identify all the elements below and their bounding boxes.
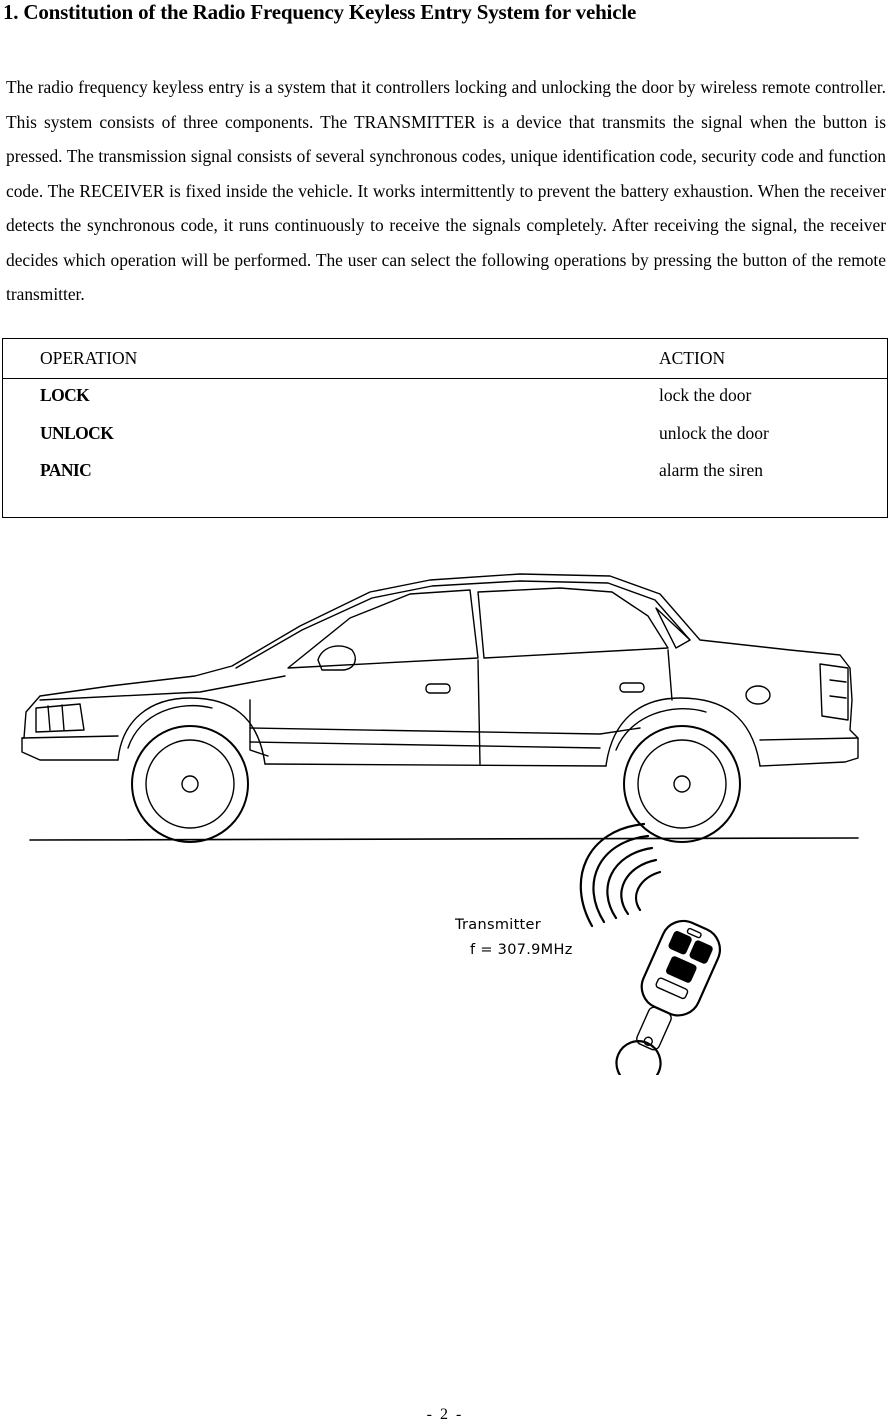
- body-paragraph: The radio frequency keyless entry is a system that it controllers locking and unlocking the door by wireless remote controller. This system consists of three components. The TRANSMITTER is a device that transmits the signal when the button is pressed. The transmission signal consists of several synchronous codes, unique identification code, security code and function code. The RECEIVER is fixed inside the vehicle. It works intermittently to prevent the battery exhaustion. When the receiver detects the synchronous code, it runs continuously to receive the signals completely. After receiving the signal, the receiver decides which operation will be performed. The user can select the following operations by pressing the button of the remote transmitter.: [6, 77, 886, 304]
- remote-transmitter-icon: [602, 914, 727, 1075]
- table-row: [3, 423, 887, 453]
- table-header-row: [3, 339, 887, 379]
- operation-cell: PANIC: [40, 460, 92, 480]
- table-row: [3, 460, 887, 490]
- car-illustration-icon: [22, 574, 858, 842]
- action-cell: unlock the door: [659, 423, 769, 443]
- frequency-label: f = 307.9MHz: [470, 942, 573, 958]
- action-column-header: ACTION: [659, 348, 726, 368]
- action-cell: alarm the siren: [659, 460, 763, 480]
- operation-column-header: OPERATION: [40, 348, 138, 368]
- operation-cell: UNLOCK: [40, 423, 114, 443]
- operations-table: [2, 338, 888, 518]
- table-row: [3, 385, 887, 415]
- transmitter-label: Transmitter: [455, 917, 542, 933]
- car-figure: [0, 555, 890, 1075]
- operation-cell: LOCK: [40, 385, 90, 405]
- page-number: - 2 -: [426, 1406, 464, 1423]
- page-title: 1. Constitution of the Radio Frequency Keyless Entry System for vehicle: [3, 0, 637, 24]
- action-cell: lock the door: [659, 385, 752, 405]
